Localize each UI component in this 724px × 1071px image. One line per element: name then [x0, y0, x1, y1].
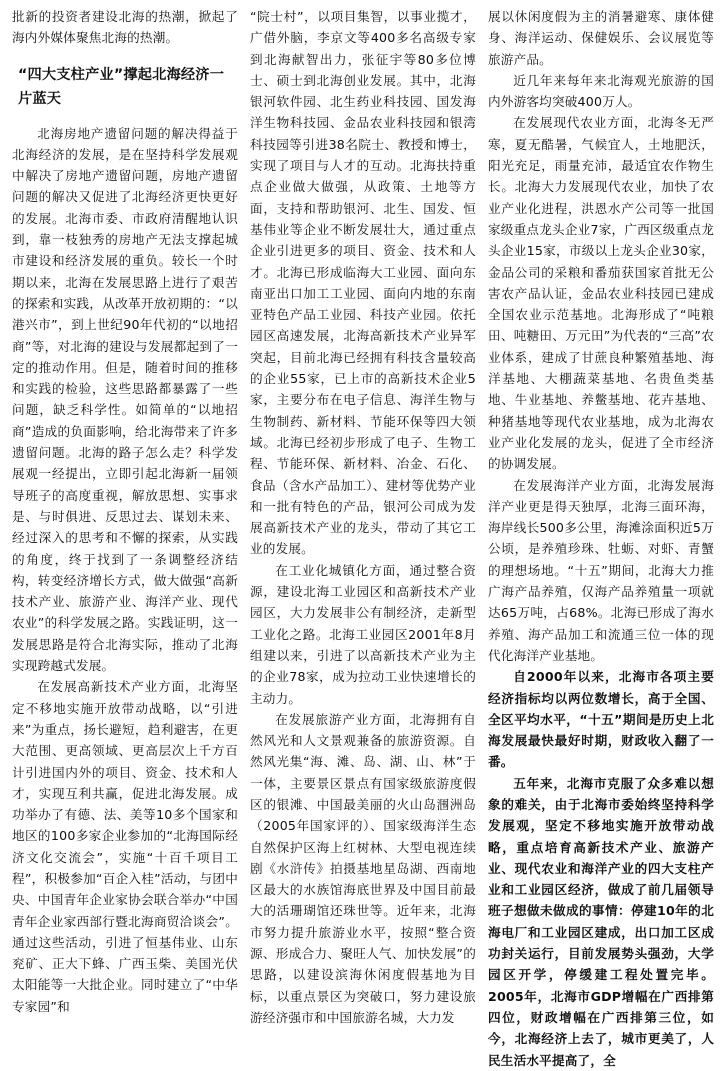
paragraph-five-years: 五年来，北海市克服了众多难以想象的难关，由于北海市委始终坚持科学发展观，坚定不移地实施开放带动战略，重点培育高新技术产业、旅游产业、现代农业和海洋产业的四大支柱产业和工业园区经济，做成了前几届领导班子想做未做成的事情：停建10年的北海电厂和工业园区建成，出口加工区成功封关运行，目前发展势头强劲，大学园区开学，停缓建工程处置完毕。2005年，北海市GDP增幅在广西排第四位，财政增幅在广西排第三位，如今，北海经济上去了，城市更美了，人民生活水平提高了，全 [488, 775, 714, 1068]
column-left [12, 6, 238, 1014]
paragraph-economic-indicators: 自2000年以来，北海市各项主要经济指标均以两位数增长，高于全国、全区平均水平，“十五”期间是历史上北海发展最快最好时期，财政收入翻了一番。 [488, 669, 714, 770]
paragraph-tourism: 在发展旅游产业方面，北海拥有自然风光和人文景观兼备的旅游资源。自然风光集“海、滩、岛、湖、山、林”于一体，主要景区景点有国家级旅游度假区的银滩、中国最美丽的火山岛涠洲岛（2005年国家评的）、国家级海洋生态自然保护区海上红树林、大型电视连续剧《水浒传》拍摄基地星岛湖、西南地区最大的水族馆海底世界及中国目前最大的活珊瑚馆还珠世等。近年来，北海市努力提升旅游业水平，按照“整合资源、形成合力、聚旺人气、加快发展”的思路，以建设滨海休闲度假基地为目标，以重点景区为突破口，努力建设旅游经济强市和中国旅游名城，大力发 [250, 711, 476, 1025]
paragraph-high-tech: 在发展高新技术产业方面，北海坚定不移地实施开放带动战略，以“引进来”为重点，扬长避短，趋利避害，在更大范围、更高领域、更高层次上千方百计引进国内外的项目、资金、技术和人才，实现互利共赢，促进北海发展。成功举办了有德、法、美等10多个国家和地区的100多家企业参加的“北海国际经济文化交流会”，实施“十百千项目工程”，积极参加“百企入桂”活动，与团中央、中国青年企业家协会联合举办“中国青年企业家西部行暨北海商贸洽谈会”。通过这些活动，引进了恒基伟业、山东兖矿、正大下蜂、广西玉柴、美国光伏太阳能等一大批企业。同时建立了“中华专家园”和 [12, 679, 238, 1014]
paragraph-real-estate: 北海房地产遗留问题的解决得益于北海经济的发展，是在坚持科学发展观中解决了房地产遗留问题，房地产遗留问题的解决又促进了北海经济更快更好的发展。北海市委、市政府清醒地认识到，靠一枝独秀的房地产无法支撑起城市建设和经济发展的重负。较长一个时期以来，北海在发展思路上进行了艰苦的探索和实践，从改革开放初期的：“以港兴市”，到上世纪90年代初的“以地招商”等，对北海的建设与发展都起到了一定的推动作用。但是，随着时间的推移和实践的检验，这些思路都暴露了一些问题，缺乏科学性。如简单的“以地招商”造成的负面影响，给北海带来了许多遗留问题。北海的路子怎么走？科学发展观一经提出，立即引起北海新一届领导班子的高度重视，解放思想、实事求是、与时俱进、反思过去、谋划未来、经过深入的思考和不懈的探索，从实践的角度，终于找到了一条调整经济结构，转变经济增长方式，做大做强“高新技术产业、旅游产业、海洋产业、现代农业”的科学发展之路。实践证明，这一发展思路是符合北海实际，推动了北海实现跨越式发展。 [12, 125, 238, 674]
section-heading: “四大支柱产业”撑起北海经济一片蓝天 [18, 66, 225, 107]
paragraph-agriculture: 在发展现代农业方面，北海冬无严寒，夏无酷暑，气候宜人，土地肥沃，阳光充足，雨量充沛，最适宜农作物生长。北海大力发展现代农业，加快了农业产业化进程，洪恩水产公司等一批国家级重点龙头企业7家，广西区级重点龙头企业15家，市级以上龙头企业30家，金品公司的采粮和番茄获国家首批无公害农产品认证，金品农业科技园已建成全国农业示范基地。北海形成了“吨粮田、吨糖田、万元田”为代表的“三高”农业体系，建成了甘蔗良种繁殖基地、海洋基地、大棚蔬菜基地、名贵鱼类基地、牛业基地、养鳖基地、花卉基地、种猪基地等现代农业基地，成为北海农业产业化发展的龙头，促进了全市经济的协调发展。 [488, 115, 714, 472]
intro-paragraph: 批新的投资者建设北海的热潮，掀起了海内外媒体聚焦北海的热潮。 [12, 9, 238, 46]
paragraph-marine-industry: 在发展海洋产业方面，北海发展海洋产业更是得天独厚，北海三面环海，海岸线长500多公里，海滩涂面积近5万公顷，是养殖珍珠、牡蛎、对虾、青蟹的理想场地。“十五”期间，北海大力推广海产品养殖，仅海产品养殖量一项就达65万吨，占68%。北海已形成了海水养殖、海产品加工和流通三位一体的现代化海洋产业基地。 [488, 477, 714, 663]
column-right [488, 6, 714, 1068]
column-middle [250, 6, 476, 1025]
paragraph-high-tech-continued: “院士村”，以项目集智，以事业揽才，广借外脑，李京文等400多名高级专家到北海献智出力，张征宇等80多位博士、硕士到北海创业发展。其中，北海银河软件园、北生药业科技园、国发海洋生物科技园、金品农业科技园和银湾科技园等引进38名院士、教授和博士，实现了项目与人才的互动。北海扶持重点企业做大做强，从政策、土地等方面，支持和帮助银河、北生、国发、恒基伟业等企业不断发展壮大，通过重点企业引进更多的项目、资金、技术和人才。北海已形成临海大工业园、面向东南亚出口加工工业园、面向内地的东南亚特色产品工业园、科技产业园。依托园区高速发展，北海高新技术产业异军突起，目前北海已经拥有科技含量较高的企业55家，已上市的高新技术企业5家，主要分布在电子信息、海洋生物与生物制药、新材料、节能环保等四大领域。北海已经初步形成了电子、生物工程、节能环保、新材料、冶金、石化、食品（含水产品加工）、建材等优势产业和一批有特色的产品，银河公司成为发展高新技术产业的龙头，带动了其它工业的发展。 [250, 9, 476, 557]
paragraph-tourism-continued: 展以休闲度假为主的消暑避寒、康体健身、海洋运动、保健娱乐、会议展览等旅游产品。 [488, 9, 714, 67]
paragraph-industrialization: 在工业化城镇化方面，通过整合资源，建设北海工业园区和高新技术产业园区，大力发展非公有制经济，走新型工业化之路。北海工业园区2001年8月组建以来，引进了以高新技术产业为主的企业78家，成为拉动工业快速增长的主动力。 [250, 562, 476, 706]
paragraph-tourist-count: 近几年来每年来北海观光旅游的国内外游客均突破400万人。 [488, 72, 714, 110]
